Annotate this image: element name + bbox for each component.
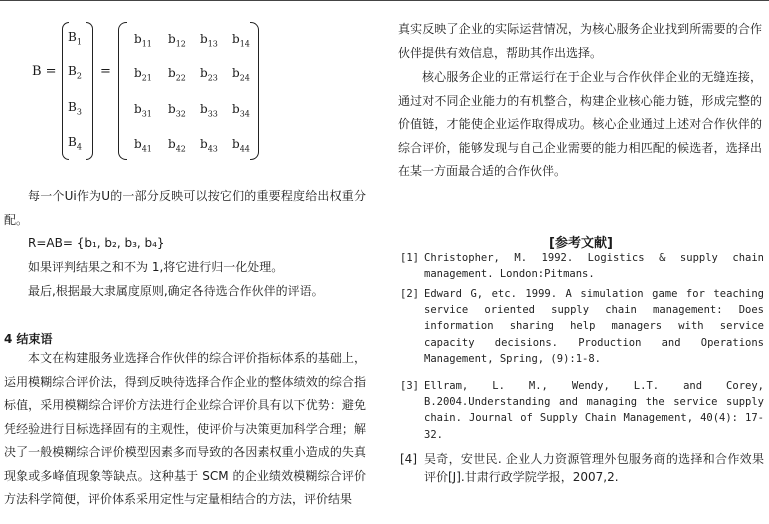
matrix-cell: $b_{34}$ bbox=[232, 102, 250, 119]
matrix-b-sub: 1 bbox=[76, 37, 82, 47]
reference-item bbox=[398, 378, 764, 443]
weight-paragraph: 每一个Ui作为U的一部分反映可以按它们的重要程度给出权重分配。 bbox=[4, 189, 366, 227]
section-heading: 4 结束语 bbox=[4, 332, 53, 346]
matrix-cell: $b_{42}$ bbox=[168, 137, 186, 154]
reference-text: Edward G, etc. 1999. A simulation game for teaching service oriented supply chain management: Does information sharing help managers with service capacity decisions. Production and Operations Management, Spring, (9):1-8. bbox=[424, 288, 764, 365]
matrix-cell: $b_{22}$ bbox=[168, 66, 186, 83]
reference-item bbox=[398, 286, 764, 367]
reference-item bbox=[398, 250, 764, 282]
reference-number: [2] bbox=[400, 288, 419, 300]
matrix-cell: $b_{21}$ bbox=[134, 66, 152, 83]
matrix-cell: $b_{33}$ bbox=[200, 102, 218, 119]
matrix-b-entry: $B_2$ bbox=[68, 64, 82, 81]
reference-text: Ellram, L. M., Wendy, L.T. and Corey, B.2004.Understanding and managing the service supply chain. Journal of Supply Chain Management, 40(4): 17-32. bbox=[424, 380, 764, 441]
formula-line: R=AB= {b₁, b₂, b₃, b₄} bbox=[28, 236, 165, 250]
reference-text: Christopher, M. 1992. Logistics & supply chain management. London:Pitmans. bbox=[424, 252, 764, 281]
reference-number: [1] bbox=[400, 252, 419, 264]
matrix-cell: $b_{24}$ bbox=[232, 66, 250, 83]
matrix-cell: $b_{13}$ bbox=[200, 32, 218, 49]
matrix-b-ij-right-bracket bbox=[250, 22, 259, 160]
core-enterprise-paragraph: 核心服务企业的正常运行在于企业与合作伙伴企业的无缝连接，通过对不同企业能力的有机整合，构建企业核心能力链，形成完整的价值链，才能使企业运作取得成功。核心企业通过上述对合作伙伴的综合评价，能够发现与自己企业需要的能力相匹配的候选者，选择出在某一方面最合适的合作伙伴。 bbox=[398, 70, 762, 178]
conclusion-paragraph: 本文在构建服务业选择合作伙伴的综合评价指标体系的基础上，运用模糊综合评价法，得到反映待选择合作企业的整体绩效的综合指标值，采用模糊综合评价方法进行企业综合评价具有以下优势：避免凭经验进行目标选择固有的主观性，使评价与决策更加科学合理；解决了一般模糊综合评价模型因素多而导致的各因素权重小造成的失真现象或多峰值现象等缺点。这种基于 SCM 的企业绩效模糊综合评价方法科学简便，评价体系采用定性与定量相结合的方法，评价结果 bbox=[4, 351, 366, 506]
matrix-equals: = bbox=[100, 64, 111, 79]
references-title: [参考文献] bbox=[549, 236, 613, 251]
matrix-cell: $b_{23}$ bbox=[200, 66, 218, 83]
reference-text: 吴奇，安世民. 企业人力资源管理外包服务商的选择和合作效果评价[J].甘肃行政学院学报，2007,2. bbox=[424, 452, 764, 484]
matrix-cell: $b_{44}$ bbox=[232, 137, 250, 154]
normalize-paragraph: 如果评判结果之和不为 1,将它进行归一化处理。 bbox=[28, 260, 284, 274]
matrix-b-entry: $B_1$ bbox=[68, 30, 82, 47]
weight-matrix bbox=[4, 0, 374, 170]
reference-number: [4] bbox=[400, 452, 417, 466]
reference-number: [3] bbox=[400, 380, 419, 392]
matrix-cell: $b_{14}$ bbox=[232, 32, 250, 49]
matrix-cell: $b_{43}$ bbox=[200, 137, 218, 154]
matrix-b-ij-left-bracket bbox=[118, 22, 127, 160]
max-membership-paragraph: 最后,根据最大隶属度原则,确定各待选合作伙伴的评语。 bbox=[28, 284, 324, 298]
continuation-paragraph: 真实反映了企业的实际运营情况，为核心服务企业找到所需要的合作伙伴提供有效信息，帮助其作出选择。 bbox=[398, 22, 762, 60]
matrix-lhs: B = bbox=[32, 64, 57, 79]
matrix-cell: $b_{11}$ bbox=[134, 32, 152, 49]
matrix-cell: $b_{12}$ bbox=[168, 32, 186, 49]
matrix-b-entry: $B_4$ bbox=[68, 135, 82, 152]
reference-item bbox=[398, 450, 764, 486]
matrix-cell: $b_{31}$ bbox=[134, 102, 152, 119]
matrix-b-right-bracket bbox=[86, 22, 93, 160]
matrix-cell: $b_{32}$ bbox=[168, 102, 186, 119]
matrix-b-entry: $B_3$ bbox=[68, 100, 82, 117]
matrix-cell: $b_{41}$ bbox=[134, 137, 152, 154]
